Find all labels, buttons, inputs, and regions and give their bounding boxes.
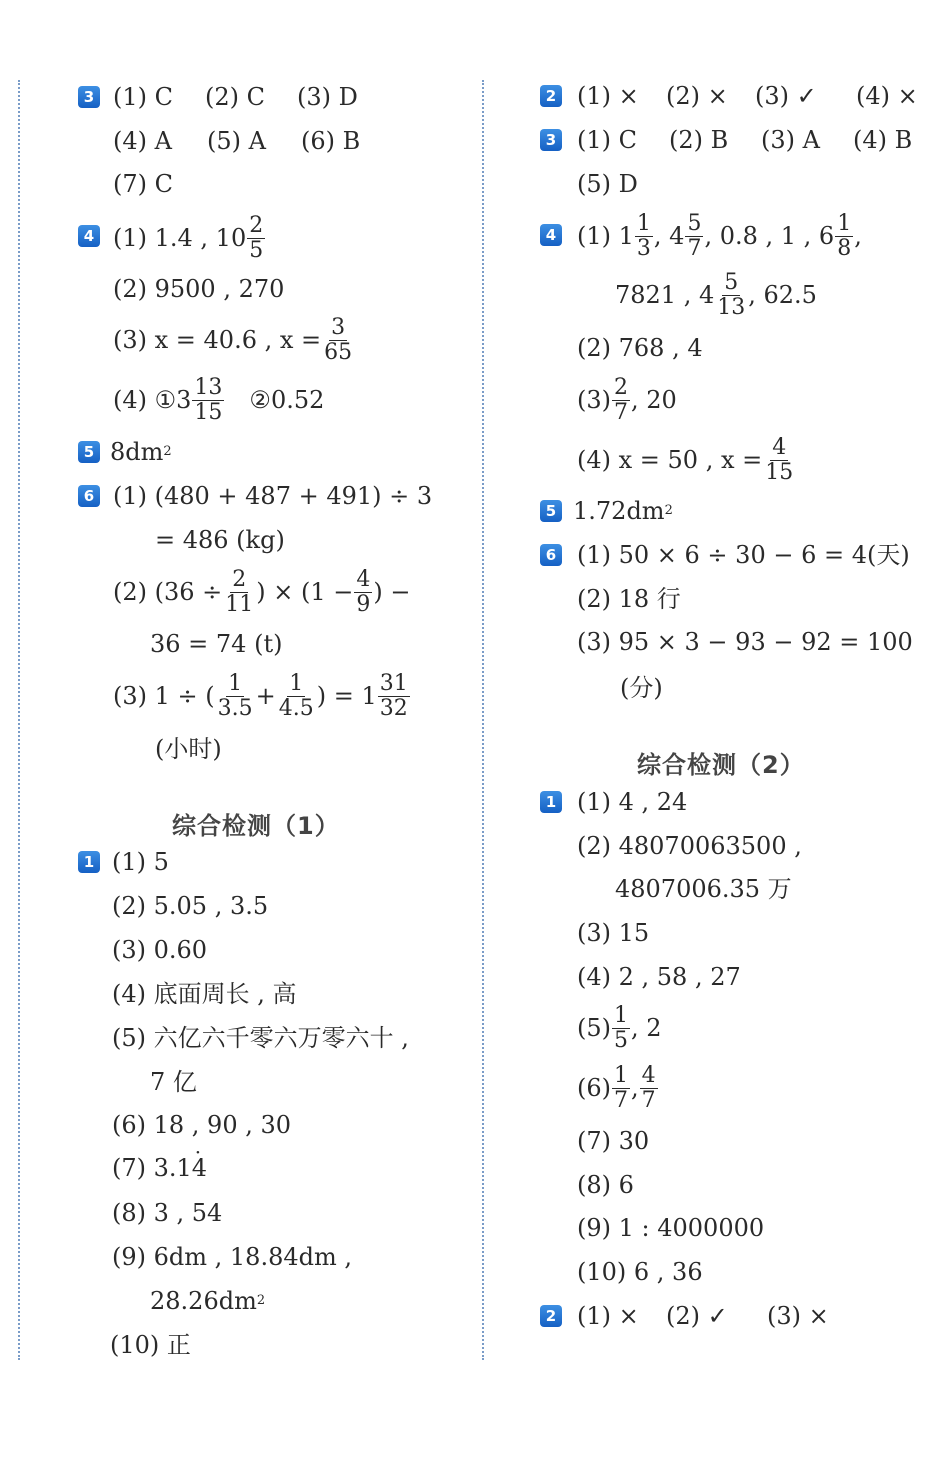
text: ②0.52 bbox=[249, 386, 325, 414]
answer: (4) B bbox=[853, 126, 913, 154]
numerator: 2 bbox=[232, 566, 247, 592]
numerator: 1 bbox=[636, 210, 651, 236]
text: , 4 bbox=[653, 222, 685, 250]
text: (3) bbox=[577, 386, 611, 414]
text: 7821 , 4 bbox=[615, 281, 715, 309]
section-title-1: 综合检测（1） bbox=[172, 812, 340, 840]
numerator: 2 bbox=[249, 212, 264, 238]
left-b6-p3a bbox=[113, 668, 411, 724]
denominator: 3.5 bbox=[217, 695, 253, 721]
sec1-item: (10) 正 bbox=[110, 1331, 191, 1359]
answer: (2) ✓ bbox=[666, 1302, 728, 1330]
sec1-item-7 bbox=[112, 1153, 207, 1183]
denominator: 65 bbox=[324, 339, 353, 365]
left-b4-p4 bbox=[113, 372, 324, 428]
right-b4-p1b bbox=[615, 267, 817, 323]
fraction bbox=[216, 672, 255, 721]
right-b6-p3: (3) 95 × 3 − 93 − 92 = 100 bbox=[577, 628, 913, 656]
fraction bbox=[354, 568, 372, 617]
left-badge-5: 5 bbox=[78, 441, 100, 463]
answer: (1) C bbox=[577, 126, 637, 154]
right-badge-2: 2 bbox=[540, 85, 562, 107]
superscript: 2 bbox=[256, 1293, 266, 1308]
denominator: 7 bbox=[687, 235, 702, 261]
answer: (7) C bbox=[113, 170, 173, 198]
text: ) × (1 − bbox=[256, 578, 354, 606]
left-b3-line3 bbox=[113, 169, 173, 199]
right-b6-p2: (2) 18 行 bbox=[577, 585, 681, 613]
numerator: 4 bbox=[641, 1062, 656, 1088]
fraction bbox=[715, 271, 747, 320]
answer: (3) × bbox=[767, 1302, 829, 1330]
answer: (4) × bbox=[856, 82, 918, 110]
right-badge-6: 6 bbox=[540, 544, 562, 566]
sec1-item: 7 亿 bbox=[150, 1068, 197, 1096]
right-b6-p3b: (分) bbox=[620, 674, 663, 702]
denominator: 4.5 bbox=[278, 695, 314, 721]
text: , 2 bbox=[631, 1014, 662, 1042]
text: (2) (36 ÷ bbox=[113, 578, 223, 606]
denominator: 7 bbox=[641, 1087, 656, 1113]
right-b3-line1 bbox=[577, 125, 912, 155]
left-margin-line bbox=[18, 80, 20, 1360]
fraction bbox=[277, 672, 316, 721]
numerator: 1 bbox=[614, 1062, 628, 1088]
right-badge-5: 5 bbox=[540, 500, 562, 522]
answer: (3) D bbox=[297, 83, 358, 111]
numerator: 1 bbox=[289, 670, 304, 696]
denominator: 9 bbox=[356, 591, 371, 617]
fraction bbox=[763, 436, 795, 485]
numerator: 1 bbox=[837, 210, 852, 236]
sec2-item: (2) 48070063500 , bbox=[577, 832, 802, 860]
answer: (3) ✓ bbox=[755, 82, 817, 110]
sec2-item: (1) 4 , 24 bbox=[577, 788, 688, 816]
denominator: 15 bbox=[194, 399, 223, 425]
right-badge-4: 4 bbox=[540, 224, 562, 246]
text: (1) 1 bbox=[577, 222, 634, 250]
answer: (3) A bbox=[761, 126, 820, 154]
answer: (1) × bbox=[577, 82, 639, 110]
right-sec2-badge-2: 2 bbox=[540, 1305, 562, 1327]
answer: (6) B bbox=[301, 127, 361, 155]
left-badge-6: 6 bbox=[78, 485, 100, 507]
denominator: 5 bbox=[614, 1027, 628, 1053]
text: , 0.8 , 1 , 6 bbox=[704, 222, 835, 250]
sec2-last-line bbox=[577, 1301, 829, 1331]
fraction bbox=[635, 212, 653, 261]
answer: (1) C bbox=[113, 83, 173, 111]
sec1-item: (5) 六亿六千零六万零六十 , bbox=[112, 1024, 409, 1052]
fraction bbox=[612, 1004, 630, 1053]
sec1-item: (8) 3 , 54 bbox=[112, 1199, 223, 1227]
denominator: 11 bbox=[225, 591, 254, 617]
text: , bbox=[631, 1074, 639, 1102]
right-b6-p1: (1) 50 × 6 ÷ 30 − 6 = 4(天) bbox=[577, 541, 910, 569]
numerator: 5 bbox=[724, 269, 739, 295]
answer: (5) A bbox=[207, 127, 266, 155]
numerator: 13 bbox=[194, 374, 223, 400]
right-b4-p2: (2) 768 , 4 bbox=[577, 334, 703, 362]
fraction bbox=[223, 568, 255, 617]
text: (3) x = 40.6 , x = bbox=[113, 326, 322, 354]
fraction bbox=[322, 316, 354, 365]
right-b3-line2: (5) D bbox=[577, 170, 638, 198]
denominator: 7 bbox=[614, 399, 628, 425]
left-b4-p3 bbox=[113, 312, 355, 368]
sec2-item-5 bbox=[577, 1000, 662, 1056]
right-b2-line bbox=[577, 81, 918, 111]
superscript: 2 bbox=[664, 503, 673, 518]
answer: (2) C bbox=[205, 83, 265, 111]
text: 28.26dm bbox=[150, 1287, 257, 1315]
sec2-item: (8) 6 bbox=[577, 1171, 634, 1199]
numerator: 3 bbox=[331, 314, 346, 340]
sec2-item: (4) 2 , 58 , 27 bbox=[577, 963, 741, 991]
sec2-item: (3) 15 bbox=[577, 919, 650, 947]
fraction bbox=[192, 376, 224, 425]
text: (5) bbox=[577, 1014, 611, 1042]
left-b6-p1a: (1) (480 + 487 + 491) ÷ 3 bbox=[113, 482, 433, 510]
text: + bbox=[255, 682, 276, 710]
right-badge-3: 3 bbox=[540, 129, 562, 151]
answer: (2) × bbox=[666, 82, 728, 110]
left-b5-answer bbox=[110, 437, 172, 467]
text: (6) bbox=[577, 1074, 611, 1102]
fraction bbox=[835, 212, 853, 261]
repeating-digit: · 4 bbox=[192, 1153, 207, 1183]
fraction bbox=[247, 214, 265, 263]
fraction bbox=[685, 212, 703, 261]
denominator: 3 bbox=[636, 235, 651, 261]
left-b4-p2: (2) 9500 , 270 bbox=[113, 275, 285, 303]
left-b6-p2a bbox=[113, 564, 410, 620]
sec1-item: (6) 18 , 90 , 30 bbox=[112, 1111, 292, 1139]
text: ) − bbox=[373, 578, 411, 606]
text: 8dm bbox=[110, 438, 164, 466]
left-b4-p1 bbox=[113, 210, 266, 266]
sec2-item-6 bbox=[577, 1060, 659, 1116]
text: (4) ①3 bbox=[113, 386, 192, 414]
denominator: 5 bbox=[249, 237, 264, 263]
denominator: 8 bbox=[837, 235, 852, 261]
sec2-item: (10) 6 , 36 bbox=[577, 1258, 703, 1286]
left-b6-p3b: (小时) bbox=[155, 735, 222, 763]
text: , 62.5 bbox=[748, 281, 817, 309]
column-divider bbox=[482, 80, 484, 1360]
numerator: 5 bbox=[687, 210, 702, 236]
sec1-item: (2) 5.05 , 3.5 bbox=[112, 892, 269, 920]
left-sec1-badge-1: 1 bbox=[78, 851, 100, 873]
numerator: 1 bbox=[614, 1002, 628, 1028]
denominator: 13 bbox=[717, 294, 746, 320]
section-title-2: 综合检测（2） bbox=[637, 751, 805, 779]
left-badge-3: 3 bbox=[78, 86, 100, 108]
left-b6-p2b: 36 = 74 (t) bbox=[150, 630, 283, 658]
fraction bbox=[378, 672, 410, 721]
text: , 20 bbox=[631, 386, 677, 414]
left-b6-p1b: = 486 (kg) bbox=[155, 526, 285, 554]
text: (4) x = 50 , x = bbox=[577, 446, 763, 474]
left-b3-line2 bbox=[113, 126, 360, 156]
right-b5-answer bbox=[573, 496, 673, 526]
right-sec2-badge-1: 1 bbox=[540, 791, 562, 813]
sec2-item: (7) 30 bbox=[577, 1127, 650, 1155]
text: (7) 3.1 bbox=[112, 1154, 192, 1182]
fraction bbox=[612, 376, 630, 425]
sec1-item-9b bbox=[150, 1286, 265, 1316]
sec1-item: (3) 0.60 bbox=[112, 936, 208, 964]
numerator: 4 bbox=[356, 566, 371, 592]
text: (1) 1.4 , 10 bbox=[113, 224, 247, 252]
right-b4-p4 bbox=[577, 432, 796, 488]
superscript: 2 bbox=[163, 444, 172, 459]
right-b4-p1 bbox=[577, 208, 862, 264]
answer: (2) B bbox=[669, 126, 729, 154]
sec1-item: (4) 底面周长 , 高 bbox=[112, 980, 297, 1008]
left-badge-4: 4 bbox=[78, 225, 100, 247]
numerator: 31 bbox=[379, 670, 408, 696]
text: ) = 1 bbox=[316, 682, 377, 710]
text: (3) 1 ÷ ( bbox=[113, 682, 215, 710]
numerator: 4 bbox=[772, 434, 787, 460]
sec2-item: (9) 1 : 4000000 bbox=[577, 1214, 765, 1242]
sec1-item: (1) 5 bbox=[112, 848, 169, 876]
fraction bbox=[640, 1064, 658, 1113]
left-b3-line1 bbox=[113, 82, 358, 112]
sec2-item: 4807006.35 万 bbox=[615, 875, 792, 903]
text: 1.72dm bbox=[573, 497, 665, 525]
answer: (4) A bbox=[113, 127, 172, 155]
fraction bbox=[612, 1064, 630, 1113]
denominator: 7 bbox=[614, 1087, 628, 1113]
numerator: 1 bbox=[228, 670, 243, 696]
denominator: 15 bbox=[765, 459, 794, 485]
text: , bbox=[854, 222, 862, 250]
answer: (1) × bbox=[577, 1302, 639, 1330]
right-b4-p3 bbox=[577, 372, 677, 428]
sec1-item: (9) 6dm , 18.84dm , bbox=[112, 1243, 352, 1271]
numerator: 2 bbox=[614, 374, 628, 400]
denominator: 32 bbox=[379, 695, 408, 721]
